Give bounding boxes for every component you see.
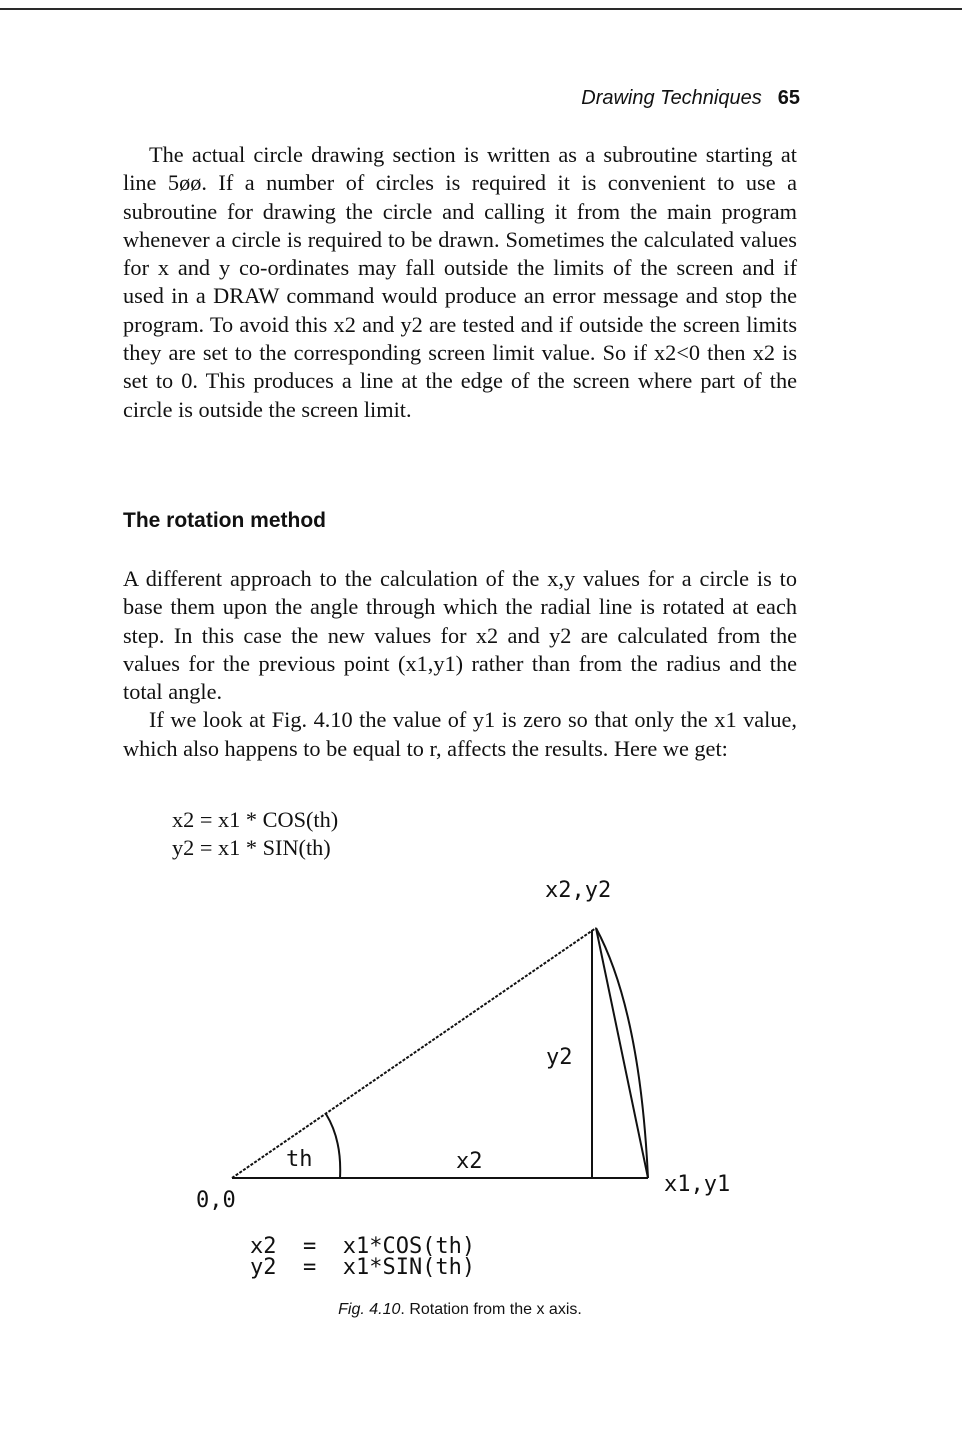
equations (172, 806, 338, 862)
paragraph-block-top (123, 141, 797, 424)
rotation-figure (0, 860, 970, 1280)
chord-line (596, 928, 648, 1178)
running-head (400, 87, 800, 110)
running-head-title: Drawing Techniques (581, 87, 762, 109)
angle-arc (326, 1114, 340, 1178)
label-horizontal: x2 (456, 1149, 483, 1174)
code-line: y2 = x1*SIN(th) (250, 1255, 476, 1280)
page-number: 65 (777, 87, 800, 109)
caption-label: Fig. 4.10 (338, 1301, 401, 1318)
paragraph: If we look at Fig. 4.10 the value of y1 is zero so that only the x1 value, which also happens to be equal to r, affects the results. Here we get: (123, 707, 797, 761)
section-heading: The rotation method (123, 509, 326, 532)
paragraph-block-bottom (123, 565, 797, 763)
code-line: x2 = x1*COS(th) (250, 1234, 476, 1259)
paragraph: The actual circle drawing section is written as a subroutine starting at line 5øø. If a number of circles is required it is convenient to use a subroutine for drawing the circle and calling it from the main program whenever a circle is required to be drawn. Sometimes the calculated values for x and y co-ordinates may fall outside the limits of the screen and if used in a DRAW command would produce an error message and stop the program. To avoid this x2 and y2 are tested and if outside the screen limits they are set to the corresponding screen limit value. So if x2<0 then x2 is set to 0. This produces a line at the edge of the screen where part of the circle is outside the screen limit. (123, 142, 797, 422)
equation: x2 = x1 * COS(th) (172, 807, 339, 832)
paragraph: A different approach to the calculation of the x,y values for a circle is to base them upon the angle through which the radial line is rotated at each step. In this case the new values for x2 and y2 are calculated from the values for the previous point (x1,y1) rather than from the radius and the total angle. (123, 566, 797, 705)
top-rule (0, 8, 962, 10)
label-vertical: y2 (546, 1045, 573, 1070)
label-angle: th (286, 1147, 313, 1172)
figure-caption: Fig. 4.10. Rotation from the x axis. (338, 1301, 582, 1318)
label-top: x2,y2 (545, 878, 612, 903)
caption-text: Rotation from the x axis. (409, 1301, 582, 1318)
equation: y2 = x1 * SIN(th) (172, 835, 331, 860)
label-origin: 0,0 (196, 1188, 236, 1213)
label-right: x1,y1 (664, 1172, 731, 1197)
radial-line (232, 928, 596, 1178)
